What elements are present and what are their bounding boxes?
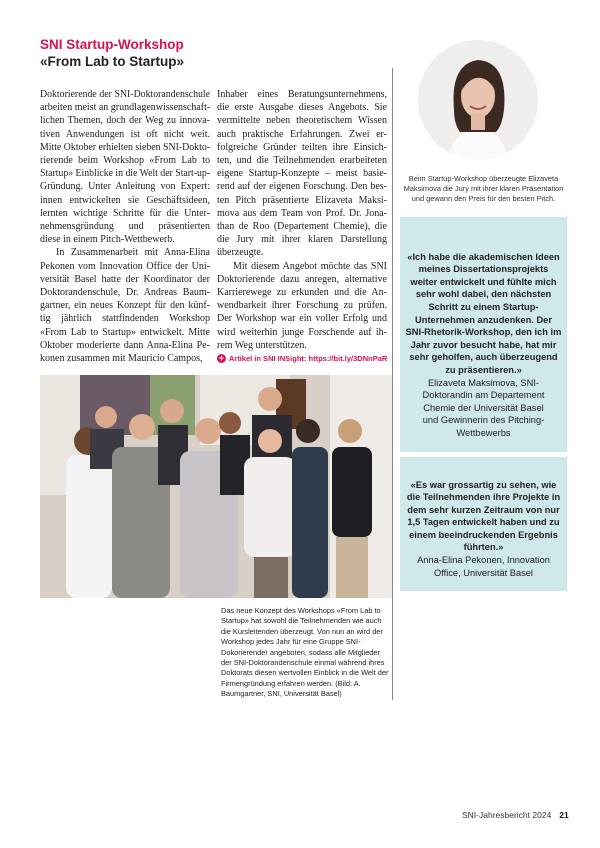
quote-text: «Es war grossartig zu sehen, wie die Teilnehmenden ihre Projekte in dem sehr kurzen Zeitraum von nur 1,5 Tagen entwickelt haben und zu einem beeindruckenden Ergebnis führten.» [406,479,561,553]
text-line: wird weiterhin junge Forschende auf ih- [217,326,387,338]
text-line: lernten wichtige Schritte für die Unter- [40,207,210,219]
text-line: lichen Themen, doch der Weg zu innova- [40,115,210,127]
text-line: Doktorierende dazu anregen, alternative [217,273,387,285]
plus-circle-icon: + [218,353,225,364]
text-line: Pekonen vom Innovation Office der Uni- [40,260,210,272]
text-line: Der Workshop war ein voller Erfolg und [217,313,387,325]
text-line: versität Basel hatte der Koordinator der [40,273,210,285]
text-line: Gründung. Unter Anleitung von Expert: [40,181,210,193]
portrait-photo [418,40,538,160]
text-line: die Jury mit ihrer klaren Darstellung [217,234,387,246]
text-line: than de Roo (Departement Chemie), die [217,221,387,233]
group-photo [40,375,392,598]
text-line: die erste Ausgabe dieses Angebots. Sie [217,102,387,114]
text-line: Mit diesem Angebot möchte das SNI [233,260,387,272]
page-footer [462,810,569,820]
text-line: arbeiten meist an grundlagenwissenschaft- [40,102,211,114]
text-line: eigene Startup-Konzepte – meist basie- [217,168,387,180]
quote-box-pekonen [400,457,567,592]
text-line: rem Weg unterstützen. [217,339,307,351]
text-line: rierende beim Workshop «From Lab to [40,155,210,167]
text-line: Karrierewege zu erkunden und die An- [217,287,387,299]
quote-author: Anna-Elina Pekonen, Innovation Office, Universität Basel [417,555,550,578]
right-column [400,174,567,591]
text-line: mova aus dem Team von Prof. Dr. Jona- [217,207,387,219]
middle-text-column [217,88,387,364]
quote-box-maksimova [400,217,567,452]
text-line: tiven Anwendungen ist oft nicht weit. [40,128,210,140]
text-line: überzeugte. [217,247,264,259]
quote-author: Elizaveta Maksimova, SNI-Doktorandin am Departement Chemie der Universität Basel und Gewinnerin des Pitching-Wettbewerbs [422,377,545,438]
quote-text: «Ich habe die akademischen Ideen meines Dissertationsprojekts weiter entwickelt und fühlte mich sehr wohl dabei, den nächsten Schritt zu einem Startup-Unternehmen anzudenken. Der SNI-Rhetorik-Workshop, den ich im Jahr zuvor besucht habe, hat mir sehr geholfen, auch überzeugend zu präsentieren.» [405,251,562,375]
text-line: Mitte Oktober erhielten sieben SNI-Dokto- [40,141,210,153]
text-line: vermittelte neben theoretischem Wissen [217,115,387,127]
text-line: auch praktische Erfahrungen. Zwei er- [217,128,387,140]
text-line: diese in einem Pitch-Wettbewerb. [40,234,175,246]
title-line-1: SNI Startup-Workshop [40,37,184,52]
text-line: Doktorierende der SNI-Doktorandenschule [40,89,210,100]
article-title [40,36,184,70]
column-divider [392,68,393,700]
photo-caption: Das neue Konzept des Workshops «From Lab to Startup» hat sowohl die Teilnehmenden wie auch die Kursleitenden überzeugt. Von nun an wird der Workshop jedes Jahr für eine Gruppe SNI-Dokorierender angeboten, sodass alle Mitglieder der SNI-Doktorandenschule einmal während ihres Doktorats diesen wertvollen Einblick in die Welt der Firmengründung erfahren werden. (Bild: A. Baumgartner, SNI, Universität Basel) [221,606,389,699]
text-line: ten Pitch präsentierte Elizaveta Maksi- [217,194,387,206]
article-link[interactable] [217,353,388,364]
text-line: Inhaber eines Beratungsunternehmens, [217,89,387,100]
text-line: Doktorandenschule, Dr. Andreas Baum- [40,287,210,299]
text-line: tig jährlich stattfindenden Workshop [40,313,210,325]
text-line: «From Lab to Startup» entwickelt. Mitte [40,326,210,338]
text-line: Oktober moderierte dann Anna-Elina Pe- [40,339,210,351]
article-link-text[interactable]: Artikel in SNI INSight: https://bit.ly/3DNnPaR [228,354,388,364]
text-line: In Zusammenarbeit mit Anna-Elina [56,247,210,259]
text-line: innen entwickelten sie Geschäftsideen, [40,194,210,206]
text-line: konen zusammen mit Mauricio Campos, [40,353,203,365]
text-line: ten, und die Teilnehmenden erarbeiteten [217,155,387,167]
title-line-2: «From Lab to Startup» [40,54,185,69]
text-line: wendbarkeit ihrer Forschung zu prüfen. [217,300,387,312]
publication-name: SNI-Jahresbericht 2024 [462,810,552,820]
portrait-caption: Beim Startup-Workshop überzeugte Elizaveta Maksimova die Jury mit ihrer klaren Präsentation und gewann den Preis für den besten Pitch. [403,174,564,204]
text-line: nehmensgründung und präsentierten [40,221,210,233]
left-text-column [40,88,210,365]
text-line: Startup» Einblicke in die Welt der Start-up- [40,168,210,180]
text-line: folgreiche Gründer teilten ihre Einsich- [217,141,387,153]
page-number: 21 [559,810,569,820]
text-line: rend auf der eigenen Forschung. Den bes- [217,181,387,193]
text-line: gartner, ein neues Konzept für den künf- [40,300,210,312]
